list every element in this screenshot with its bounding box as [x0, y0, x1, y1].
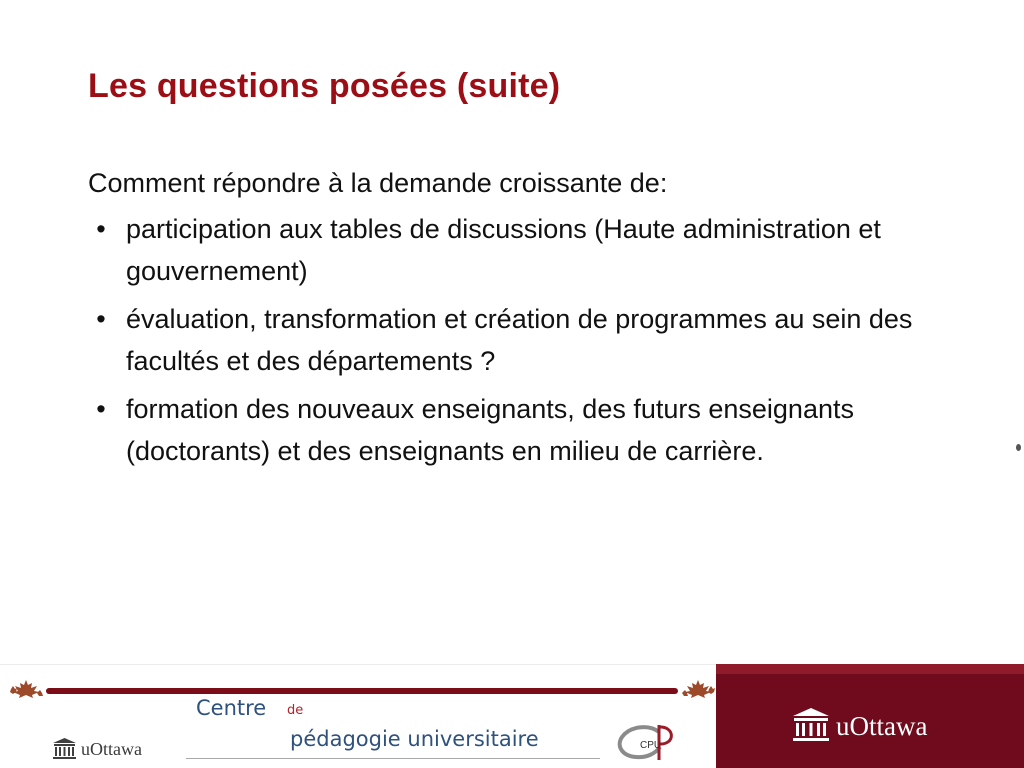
uottawa-small-logo: [52, 736, 164, 762]
bullet-text: participation aux tables de discussions (Haute administration et gouvernement): [126, 214, 881, 286]
bullet-list: [88, 208, 968, 472]
intro-text: Comment répondre à la demande croissante de:: [88, 168, 668, 198]
bullet-symbol: •: [96, 394, 106, 424]
footer-right-panel: [716, 664, 1024, 768]
maple-leaf-icon: [680, 679, 716, 699]
pedagogie-text: pédagogie universitaire: [290, 727, 539, 751]
bullet-text: évaluation, transformation et création de programmes au sein des facultés et des départements ?: [126, 304, 913, 376]
de-word: de: [287, 703, 304, 718]
uottawa-logo: [792, 706, 962, 746]
cpu-logo-text: CPU: [640, 740, 662, 751]
dot-icon: [1016, 444, 1021, 451]
centre-word: Centre: [196, 696, 267, 720]
cpu-logo-icon: [615, 722, 679, 762]
bullet-item: [88, 298, 968, 382]
footer-left-panel: [0, 665, 716, 768]
maple-leaf-icon: [8, 679, 44, 699]
uottawa-logo-text: uOttawa: [836, 711, 928, 741]
footer-right-band: [716, 664, 1024, 674]
university-building-icon: [52, 737, 77, 760]
bullet-symbol: •: [96, 304, 106, 334]
footer-red-rule: [46, 688, 678, 694]
bullet-text: formation des nouveaux enseignants, des futurs enseignants (doctorants) et des enseignants en milieu de carrière.: [126, 394, 854, 466]
footer-name-underline: [186, 758, 600, 759]
slide-title: Les questions posées (suite): [88, 67, 561, 105]
university-building-icon: [792, 707, 830, 743]
bullet-item: [88, 208, 968, 292]
slide-body: [88, 162, 968, 478]
small-logo-text: uOttawa: [81, 739, 142, 759]
bullet-item: [88, 388, 968, 472]
bullet-symbol: •: [96, 214, 106, 244]
